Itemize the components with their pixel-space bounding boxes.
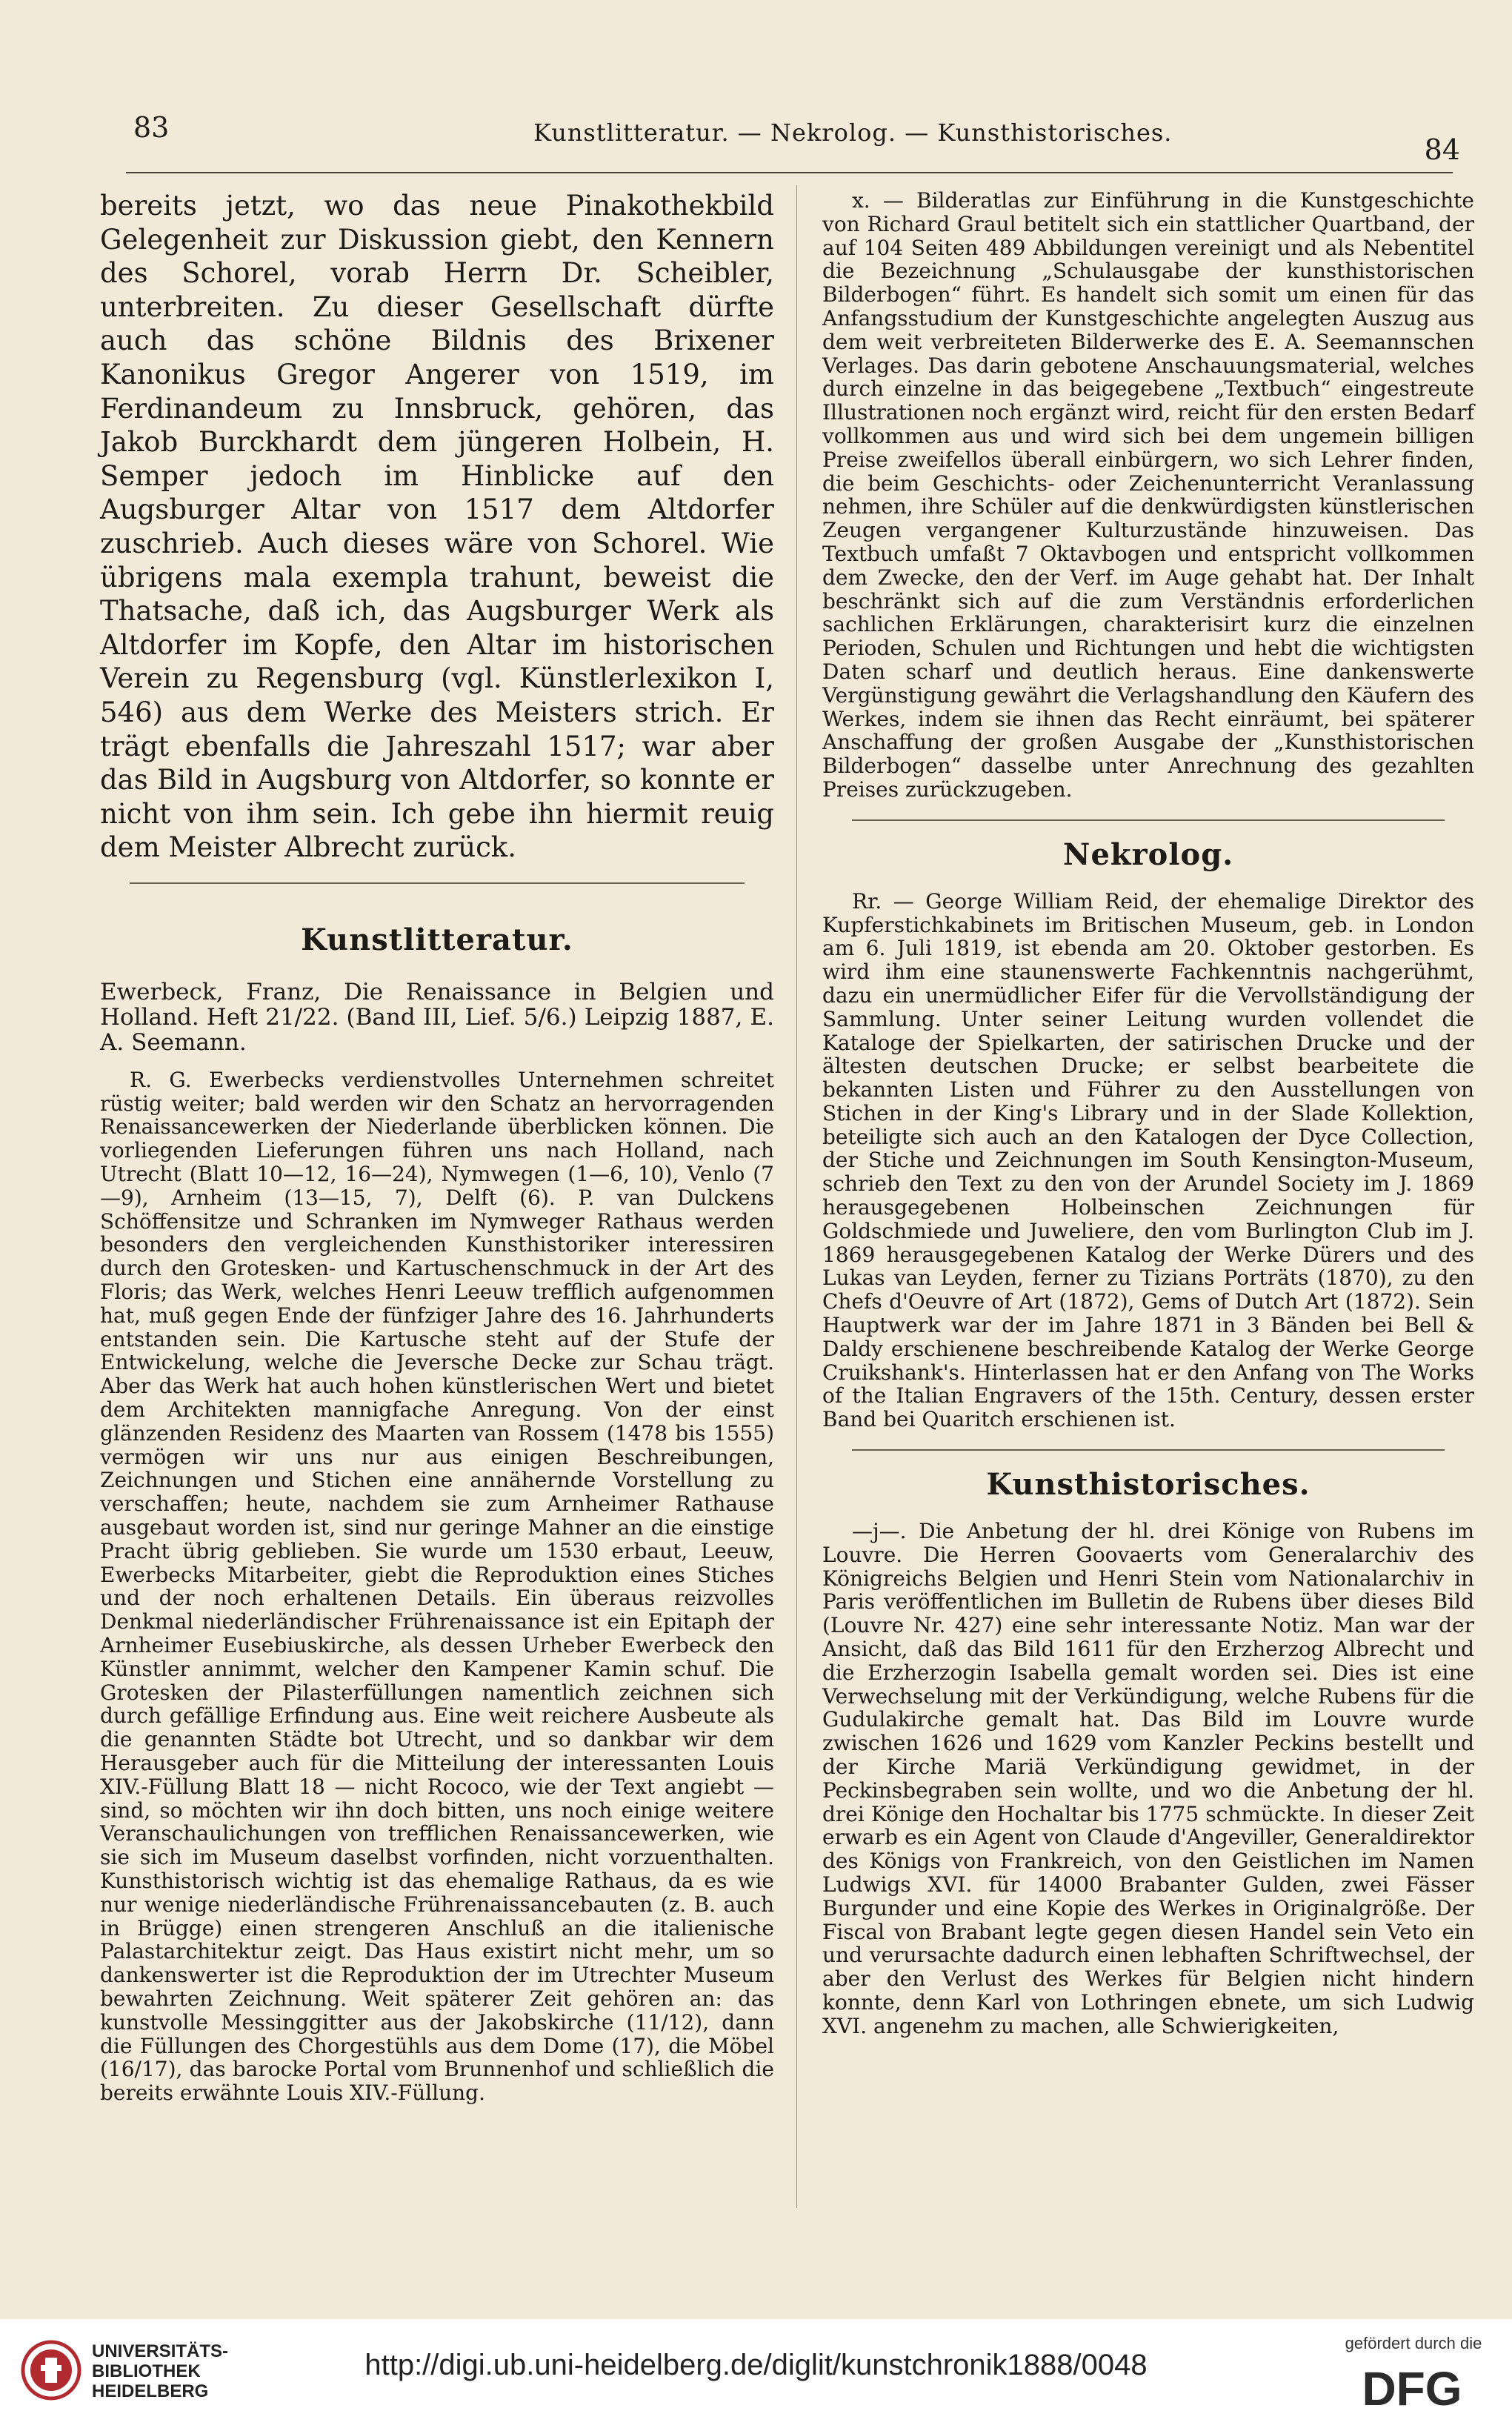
section-title-kunstlitteratur: Kunstlitteratur. xyxy=(301,922,573,957)
left-column xyxy=(100,189,774,2105)
column-divider xyxy=(796,185,797,2208)
necrolog-paragraph: Rr. — George William Reid, der ehemalige Direktor des Kupferstichkabinets im Britischen Museum, geb. in London am 6. Juli 1819, ist ebenda am 20. Oktober gestorben. Es wird ihm eine staunenswerte Fachkenntnis nachgerühmt, dazu ein unermüdlicher Eifer für die Vervollständigung der Sammlung. Unter seiner Leitung wurden vollendet die Kataloge der Spielkarten, der satirischen Drucke und der ältesten deutschen Drucke; er selbst bearbeitete die bekannten Listen und Führer zu den Ausstellungen von Stichen in der King's Library und in der Slade Kollektion, beteiligte sich auch an den Katalogen der Dyce Collection, der Stiche und Zeichnungen im South Kensington-Museum, schrieb den Text zu den von der Arundel Society im J. 1869 herausgegebenen Holbeinschen Zeichnungen für Goldschmiede und Juweliere, den vom Burlington Club im J. 1869 herausgegebenen Katalog der Werke Dürers und des Lukas van Leyden, ferner zu Tizians Porträts (1870), zu den Chefs d'Oeuvre of Art (1872), Gems of Dutch Art (1872). Sein Hauptwerk war der im Jahre 1871 in 3 Bänden bei Bell & Daldy erschienene beschreibende Katalog der Werke George Cruikshank's. Hinterlassen hat er den Anfang von The Works of the Italian Engravers of the 15th. Century, dessen erster Band bei Quaritch erschienen ist. xyxy=(822,888,1474,1432)
section-title-kunsthistorisches: Kunsthistorisches. xyxy=(986,1467,1310,1503)
continued-paragraph: bereits jetzt, wo das neue Pinakothekbild Gelegenheit zur Diskussion giebt, den Kennern des Schorel, vorab Herrn Dr. Scheibler, unterbreiten. Zu dieser Gesellschaft dürfte auch das schöne Bildnis des Brixener Kanonikus Gregor Angerer von 1519, im Ferdinandeum zu Innsbruck, gehören, das Jakob Burckhardt dem jüngeren Holbein, H. Semper jedoch im Hinblicke auf den Augsburger Altar von 1517 dem Altdorfer zuschrieb. Auch dieses wäre von Schorel. Wie übrigens mala exempla trahunt, beweist die Thatsache, daß ich, das Augsburger Werk als Altdorfer im Kopfe, den Altar im historischen Verein zu Regensburg (vgl. Künstlerlexikon I, 546) aus dem Werke des Meisters strich. Er trägt ebenfalls die Jahreszahl 1517; war aber das Bild in Augsburg von Altdorfer, so konnte er nicht von ihm sein. Ich gebe ihn hiermit reuig dem Meister Albrecht zurück. xyxy=(100,190,774,864)
page-number-left: 83 xyxy=(133,111,170,144)
dfg-logo-text: DFG xyxy=(1362,2362,1462,2411)
library-footer xyxy=(0,2319,1512,2428)
right-column xyxy=(822,189,1474,2038)
section-divider xyxy=(130,882,745,884)
section-divider xyxy=(852,1449,1445,1451)
page-number-right: 84 xyxy=(1424,133,1460,166)
university-name: UNIVERSITÄTS- BIBLIOTHEK HEIDELBERG xyxy=(92,2341,229,2401)
section-divider xyxy=(852,819,1445,821)
section-title-nekrolog: Nekrolog. xyxy=(1062,837,1234,872)
header-rule xyxy=(126,172,1453,173)
funded-by-text: gefördert durch die xyxy=(1345,2334,1482,2352)
dfg-logo xyxy=(1342,2362,1482,2411)
kunsthistorisches-paragraph: —j—. Die Anbetung der hl. drei Könige von Rubens im Louvre. Die Herren Goovaerts vom Generalarchiv des Königreichs Belgien und Henri Stein vom Nationalarchiv in Paris veröffentlichen im Bulletin de Rubens über dieses Bild (Louvre Nr. 427) eine sehr interessante Notiz. Man war der Ansicht, daß das Bild 1611 für den Erzherzog Albrecht und die Erzherzogin Isabella gemalt worden sei. Dies ist eine Verwechselung mit der Verkündigung, welche Rubens für die Gudulakirche gemalt hat. Das Bild im Louvre wurde zwischen 1626 und 1629 vom Kanzler Peckins bestellt und der Kirche Mariä Verkündigung gewidmet, in der Peckinsbegraben sein wollte, und wo die Anbetung der hl. drei Könige den Hochaltar bis 1775 schmückte. In dieser Zeit erwarb es ein Agent von Claude d'Angeviller, Generaldirektor des Königs von Frankreich, von den Geistlichen im Namen Ludwigs XVI. für 14000 Brabanter Gulden, zwei Fässer Burgunder und eine Kopie des Werkes in Originalgröße. Der Fiscal von Brabant legte gegen diesen Handel sein Veto ein und verursachte dadurch einen lebhaften Schriftwechsel, der aber den Verlust des Werkes für Belgien nicht hindern konnte, denn Karl von Lothringen ebnete, um sich Ludwig XVI. angenehm zu machen, alle Schwierigkeiten, xyxy=(822,1519,1474,2038)
bilderatlas-review: x. — Bilderatlas zur Einführung in die Kunstgeschichte von Richard Graul betitelt sich ein stattlicher Quartband, der auf 104 Seiten 489 Abbildungen vereinigt und als Nebentitel die Bezeichnung „Schulausgabe der kunsthistorischen Bilderbogen“ führt. Es handelt sich somit um einen für das Anfangsstudium der Kunstgeschichte angelegten Auszug aus dem weit verbreiteten Bilderwerke des E. A. Seemannschen Verlages. Das darin gebotene Anschauungsmaterial, welches durch einzelne in das beigegebene „Textbuch“ eingestreute Illustrationen noch ergänzt wird, reicht für den ersten Bedarf vollkommen aus und wird sich bei dem ungemein billigen Preise zweifellos überall einbürgern, wo sich Lehrer finden, die beim Geschichts- oder Zeichenunterricht Veranlassung nehmen, ihre Schüler auf die denkwürdigsten künstlerischen Zeugen vergangener Kulturzustände hinzuweisen. Das Textbuch umfaßt 7 Oktavbogen und entspricht vollkommen dem Zwecke, den der Verf. im Auge gehabt hat. Der Inhalt beschränkt sich auf die zum Verständnis erforderlichen sachlichen Erklärungen, charakterisirt kurz die einzelnen Perioden, Schulen und Richtungen und hebt die wichtigsten Daten scharf und deutlich heraus. Eine dankenswerte Vergünstigung gewährt die Verlagshandlung den Käufern des Werkes, indem sie ihnen das Recht einräumt, bei späterer Anschaffung der großen Ausgabe der „Kunsthistorischen Bilderbogen“ dasselbe unter Anrechnung des gezahlten Preises zurückzugeben. xyxy=(822,188,1474,802)
review-entry-head: Ewerbeck, Franz, Die Renaissance in Belgien und Holland. Heft 21/22. (Band III, Lief. 5/6.) Leipzig 1887, E. A. Seemann. xyxy=(100,978,774,1056)
review-paragraph: R. G. Ewerbecks verdienstvolles Unternehmen schreitet rüstig weiter; bald werden wir den Schatz an hervorragenden Renaissancewerken der Niederlande überblicken können. Die vorliegenden Lieferungen führen uns nach Holland, nach Utrecht (Blatt 10—12, 16—24), Nymwegen (1—6, 10), Venlo (7—9), Arnheim (13—15, 7), Delft (6). P. van Dulckens Schöffensitze und Schranken im Nymweger Rathaus werden besonders den vergleichenden Kunsthistoriker interessiren durch den Grotesken- und Kartuschenschmuck in der Art des Floris; das Werk, welches Henri Leeuw trefflich aufgenommen hat, muß gegen Ende der fünfziger Jahre des 16. Jahrhunderts entstanden sein. Die Kartusche steht auf der Stufe der Entwickelung, welche die Jeversche Decke zur Schau trägt. Aber das Werk hat auch hohen künstlerischen Wert und bietet dem Architekten mannigfache Anregung. Von der einst glänzenden Residenz des Maarten van Rossem (1478 bis 1555) vermögen wir uns nur aus einigen Beschreibungen, Zeichnungen und Stichen eine annähernde Vorstellung zu verschaffen; heute, nachdem sie zum Arnheimer Rathause ausgebaut worden ist, sind nur geringe Mahner an die einstige Pracht übrig geblieben. Sie wurde um 1530 erbaut, Leeuw, Ewerbecks Mitarbeiter, giebt die Reproduktion eines Stiches und der noch erhaltenen Details. Ein überaus reizvolles Denkmal niederländischer Frührenaissance ist ein Epitaph der Arnheimer Eusebiuskirche, als dessen Urheber Ewerbeck den Künstler annimmt, welcher den Kampener Kamin schuf. Die Grotesken der Pilasterfüllungen namentlich zeichnen sich durch gefällige Erfindung aus. Eine weit reichere Ausbeute als die genannten Städte bot Utrecht, und so dankbar wir dem Herausgeber auch für die Mitteilung der interessanten Louis XIV.-Füllung Blatt 18 — nicht Rococo, wie der Text angiebt — sind, so möchten wir ihn doch bitten, uns noch einige weitere Veranschaulichungen von trefflichen Renaissancewerken, wie sie sich im Museum daselbst vorfinden, nicht vorzuenthalten. Kunsthistorisch wichtig ist das ehemalige Rathaus, da es wie nur wenige niederländische Frührenaissancebauten (z. B. auch in Brügge) einen strengeren Anschluß an die italienische Palastarchitektur zeigt. Das Haus existirt nicht mehr, um so dankenswerter ist die Reproduktion der im Utrechter Museum bewahrten Zeichnung. Weit späterer Zeit gehören an: das kunstvolle Messinggitter aus der Jakobskirche (11/12), dann die Füllungen des Chorgestühls aus dem Dome (17), die Möbel (16/17), das barocke Portal vom Brunnenhof und schließlich die bereits erwähnte Louis XIV.-Füllung. xyxy=(100,1067,774,2106)
digi-url-link[interactable]: http://digi.ub.uni-heidelberg.de/diglit/kunstchronik1888/0048 xyxy=(364,2349,1148,2381)
running-head xyxy=(119,111,1460,166)
running-title: Kunstlitteratur. — Nekrolog. — Kunsthistorisches. xyxy=(533,119,1173,147)
